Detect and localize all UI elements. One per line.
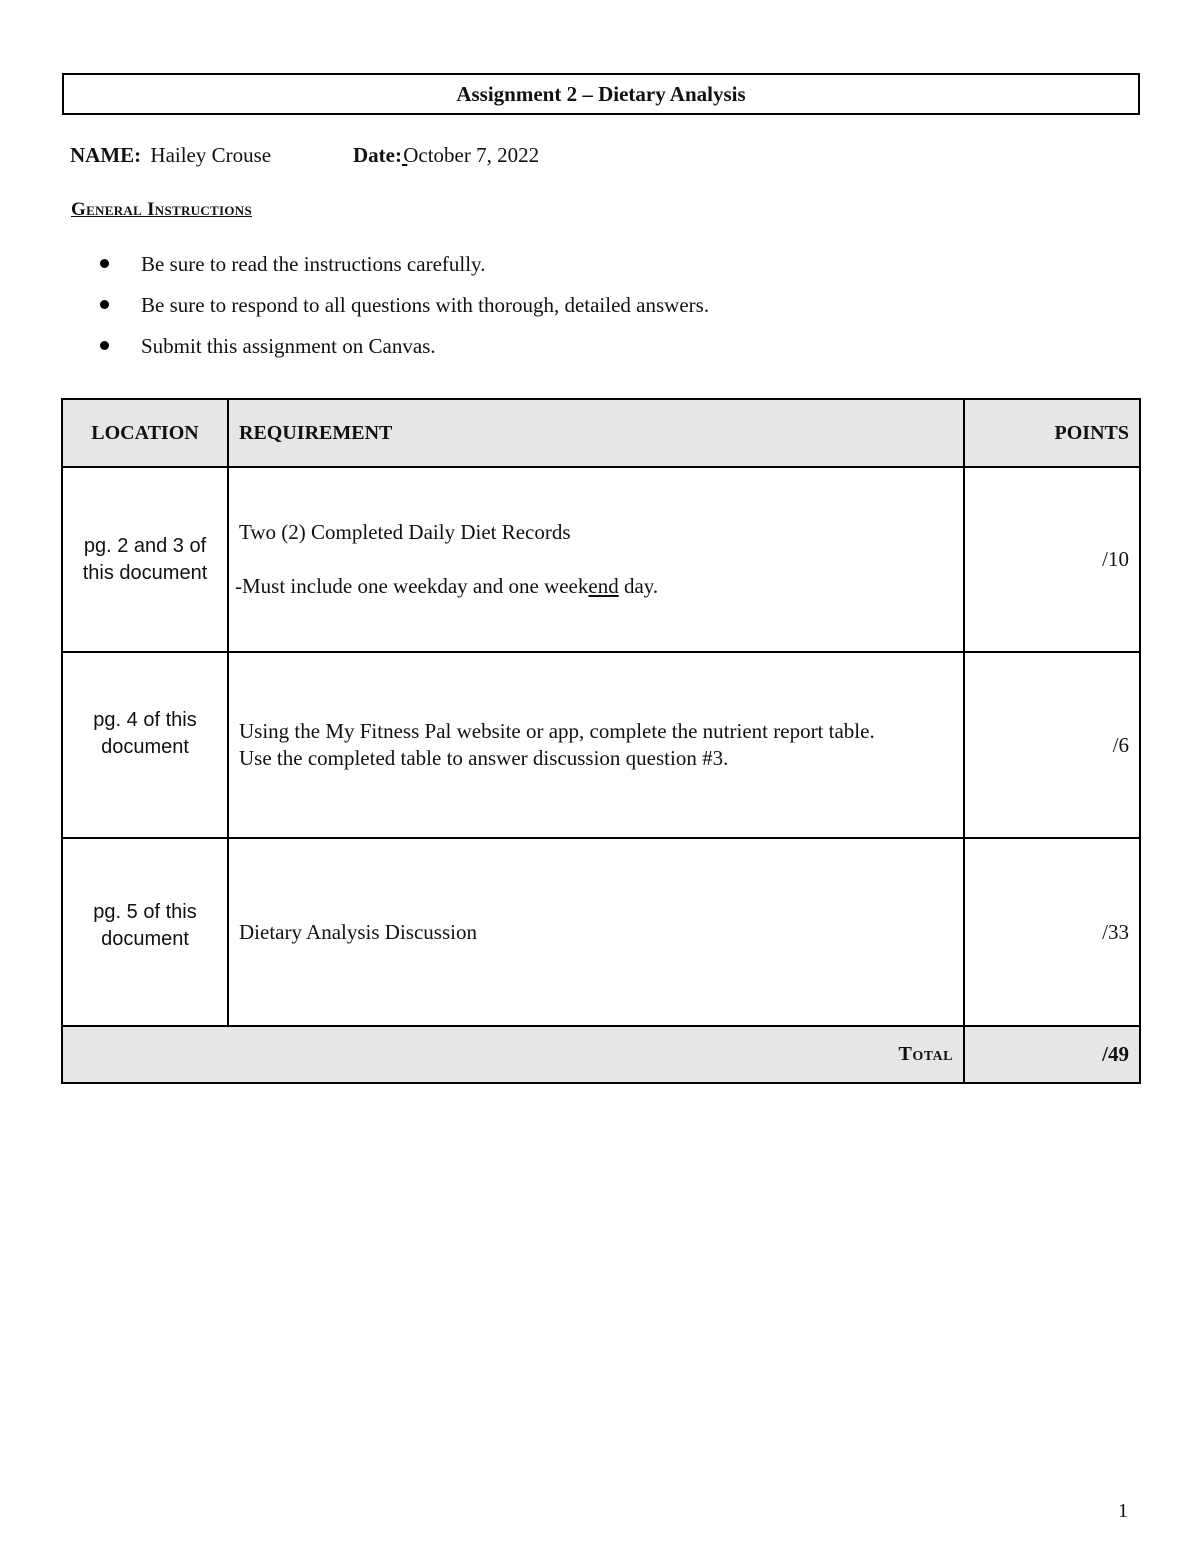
requirement-line: Using the My Fitness Pal website or app, complete the nutrient report table. [239, 719, 875, 743]
name-value: Hailey Crouse [150, 143, 272, 167]
requirement-cell [228, 838, 964, 1026]
requirement-line: Two (2) Completed Daily Diet Records [239, 520, 571, 544]
header-points: POINTS [964, 399, 1140, 467]
total-label: Total [62, 1026, 964, 1083]
total-row [62, 1026, 1140, 1083]
table-row [62, 467, 1140, 652]
requirements-table [61, 398, 1141, 1084]
name-label: NAME: [70, 143, 142, 167]
requirement-line: Use the completed table to answer discussion question #3. [239, 746, 729, 770]
list-item-text: Submit this assignment on Canvas. [141, 334, 436, 358]
header-location: LOCATION [62, 399, 228, 467]
date-label: Date: [353, 143, 402, 167]
location-cell: pg. 4 of this document [62, 652, 228, 838]
location-cell: pg. 5 of this document [62, 838, 228, 1026]
header-requirement: REQUIREMENT [228, 399, 964, 467]
points-cell: /33 [964, 838, 1140, 1026]
assignment-title: Assignment 2 – Dietary Analysis [62, 73, 1140, 115]
name-date-line [70, 143, 540, 168]
requirement-cell [228, 467, 964, 652]
location-cell: pg. 2 and 3 of this document [62, 467, 228, 652]
bullet-icon [100, 259, 109, 268]
points-cell: /10 [964, 467, 1140, 652]
list-item-text: Be sure to read the instructions carefully. [141, 252, 486, 276]
date-group [353, 143, 539, 168]
requirement-line: Dietary Analysis Discussion [239, 919, 477, 944]
date-value: October 7, 2022 [403, 143, 540, 167]
requirement-line: -Must include one weekday and one weekend day. [235, 574, 659, 598]
total-points: /49 [964, 1026, 1140, 1083]
table-row [62, 652, 1140, 838]
points-cell: /6 [964, 652, 1140, 838]
general-instructions-heading: General Instructions [71, 199, 253, 220]
page-number: 1 [1118, 1500, 1128, 1522]
bullet-icon [100, 300, 109, 309]
requirement-cell [228, 652, 964, 838]
list-item-text: Be sure to respond to all questions with thorough, detailed answers. [141, 293, 710, 317]
table-row [62, 838, 1140, 1026]
table-header-row [62, 399, 1140, 467]
bullet-icon [100, 341, 109, 350]
